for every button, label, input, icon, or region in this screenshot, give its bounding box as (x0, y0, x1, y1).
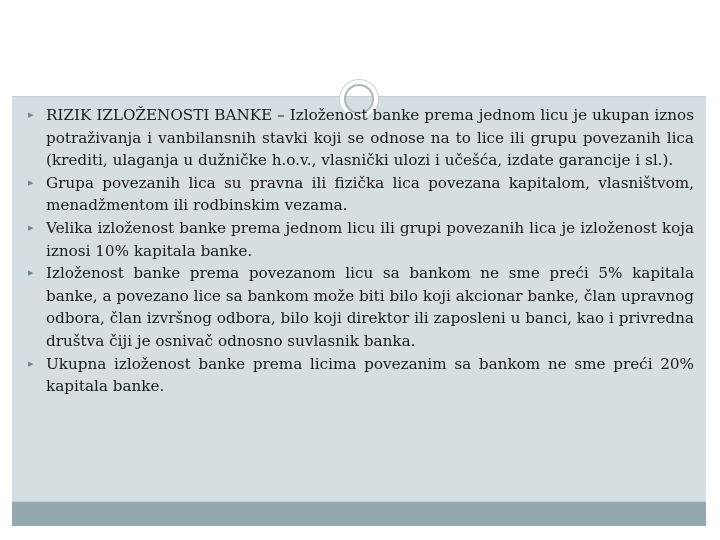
bullet-list (28, 104, 694, 398)
item-text: Grupa povezanih lica su pravna ili fizička lica povezana kapitalom, vlasništvom, menadžmentom ili rodbinskim vezama. (46, 173, 694, 215)
item-text: Velika izloženost banke prema jednom licu ili grupi povezanih lica je izloženost koja iznosi 10% kapitala banke. (46, 218, 694, 260)
list-item (28, 172, 694, 217)
bullet-icon: ▸ (28, 266, 34, 280)
item-text: Izloženost banke prema povezanom licu sa bankom ne sme preći 5% kapitala banke, a povezano lice sa bankom može biti bilo koji akcionar banke, član upravnog odbora, član izvršnog odbora, bilo koji direktor ili zaposleni u banci, kao i privredna društva čiji je osnivač odnosno suvlasnik banka. (46, 264, 694, 350)
bullet-icon: ▸ (28, 220, 34, 234)
list-item (28, 217, 694, 262)
bullet-icon: ▸ (28, 108, 34, 121)
list-item (28, 104, 694, 172)
item-lead: RIZIK IZLOŽENOSTI BANKE (46, 106, 273, 124)
footer-bar (12, 502, 706, 526)
list-item (28, 262, 694, 352)
item-text: – Izloženost banke prema jednom licu je ukupan iznos potraživanja i vanbilansnih stavki koji se odnose na to lice ili grupu povezanih lica (krediti, ulaganja u dužničke h.o.v., vlasnički ulozi i učešća, izdate garancije i sl.). (46, 106, 694, 170)
list-item (28, 353, 694, 398)
bullet-icon: ▸ (28, 356, 34, 370)
bullet-icon: ▸ (28, 175, 34, 189)
item-text: Ukupna izloženost banke prema licima povezanim sa bankom ne sme preći 20% kapitala banke. (46, 354, 694, 396)
